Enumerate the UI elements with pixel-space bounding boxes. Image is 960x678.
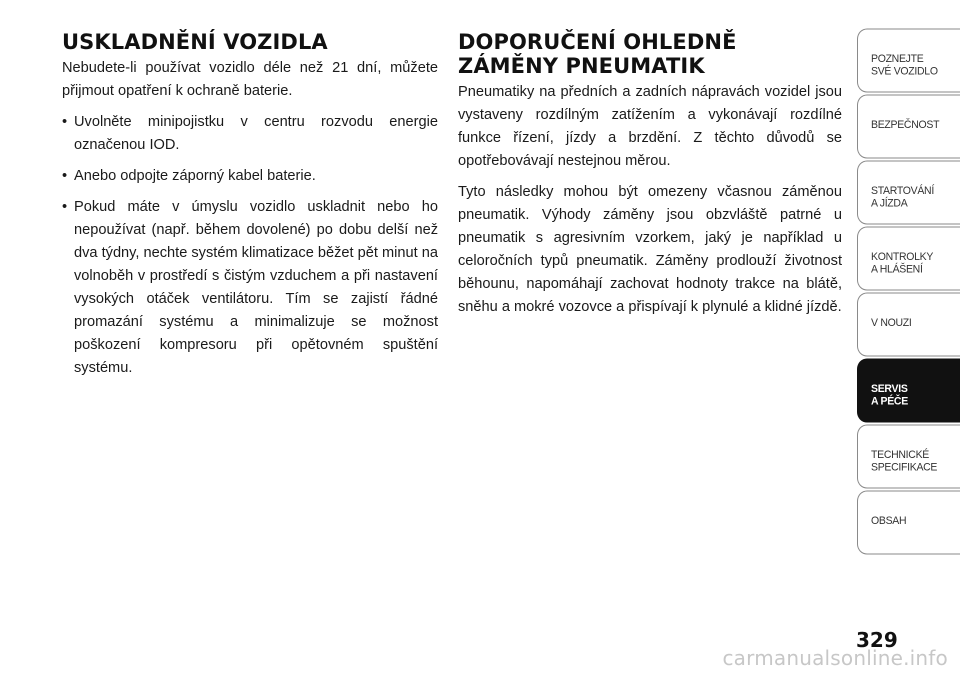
tire-paragraph-2: Tyto následky mohou být omezeny včasnou záměnou pneumatik. Výhody záměny jsou obzvláště patrné u pneumatik s agresivním vzorkem, jaký je například u celoročních typů pneumatik. Záměny prodlouží životnost běhounu, napomáhají zachovat hodnoty trakce na blátě, sněhu a mokré vozovce a přispívají k plynulé a klidné jízdě. xyxy=(458,184,842,315)
chapter-tabs xyxy=(857,30,960,558)
bullet-icon: • xyxy=(62,168,68,184)
bullet-icon: • xyxy=(62,114,68,130)
tab-label: SPECIFIKACE xyxy=(871,461,938,474)
tire-paragraph-1: Pneumatiky na předních a zadních nápravách vozidel jsou vystaveny rozdílným zatížením a vykonávají rozdílné funkce řízení, jízdy a brzdění. Z těchto důvodů se opotřebovávají nestejnou měrou. xyxy=(458,84,842,169)
list-item xyxy=(62,111,438,157)
tab-startovani-a-jizda[interactable] xyxy=(857,160,960,224)
tab-label: POZNEJTE xyxy=(871,52,924,66)
section-heading-tire-rotation: DOPORUČENÍ OHLEDNĚ ZÁMĚNY PNEUMATIK xyxy=(458,30,737,78)
storage-bullet-list xyxy=(62,111,438,380)
tab-v-nouzi[interactable] xyxy=(857,292,960,356)
list-item xyxy=(62,196,438,380)
tab-label: KONTROLKY xyxy=(871,250,934,264)
list-item-text: Pokud máte v úmyslu vozidlo uskladnit nebo ho nepoužívat (např. během dovolené) po dobu delší než dva týdny, nechte systém klimatizace běžet pět minut na volnoběh v prostředí s čistým vzduchem a při nastavení vysokých otáček ventilátoru. Tím se zajistí řádné promazání systému a minimalizuje se možnost poškození kompresoru při opětovném spuštění systému. xyxy=(74,199,438,376)
tab-label: STARTOVÁNÍ xyxy=(871,184,934,198)
watermark: carmanualsonline.info xyxy=(722,646,948,670)
list-item-text: Uvolněte minipojistku v centru rozvodu energie označenou IOD. xyxy=(74,114,438,153)
tab-label: TECHNICKÉ xyxy=(871,448,929,462)
tab-servis-a-pece[interactable] xyxy=(857,358,960,422)
tab-label: SVÉ VOZIDLO xyxy=(871,65,938,78)
tab-bezpecnost[interactable] xyxy=(857,94,960,158)
section-heading-storage: USKLADNĚNÍ VOZIDLA xyxy=(62,30,328,54)
list-item-text: Anebo odpojte záporný kabel baterie. xyxy=(74,168,316,184)
left-column xyxy=(62,30,438,388)
tab-kontrolky-a-hlaseni[interactable] xyxy=(857,226,960,290)
tab-label: BEZPEČNOST xyxy=(871,118,940,132)
right-column xyxy=(458,30,842,327)
bullet-icon: • xyxy=(62,199,68,215)
tab-label: OBSAH xyxy=(871,514,907,528)
tab-label: V NOUZI xyxy=(871,316,912,330)
tab-obsah[interactable] xyxy=(857,490,960,554)
tab-poznejte-sve-vozidlo[interactable] xyxy=(857,28,960,92)
tab-label: A JÍZDA xyxy=(871,197,908,210)
list-item xyxy=(62,165,438,188)
storage-intro: Nebudete-li používat vozidlo déle než 21 dní, můžete přijmout opatření k ochraně baterie. xyxy=(62,60,438,99)
page-number: 329 xyxy=(856,628,898,652)
tab-label: SERVIS xyxy=(871,382,908,396)
tab-label: A PÉČE xyxy=(871,395,908,408)
tab-technicke-specifikace[interactable] xyxy=(857,424,960,488)
tab-label: A HLÁŠENÍ xyxy=(871,263,923,276)
